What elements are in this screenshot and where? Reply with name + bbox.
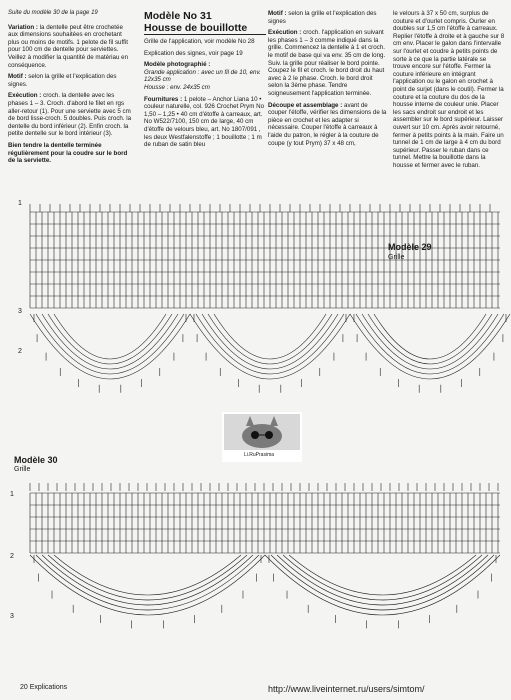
grande-app: Grande application : avec un fil de 10, env. 12x35 cm xyxy=(144,68,261,84)
chart-30-subtitle: Grille xyxy=(14,466,31,473)
execution-paragraph-31: Exécution : croch. l'application en suivant les phases 1 – 3 comme indiqué dans la grille. Commencez la dentelle à 1 et croch. le motif de base qui va env. 35 cm de long. Suiv. la grille pour réaliser le bord pointe. Coupez le fil et croch. le bord droit du haut avec à 2 le phase. Croch. le bord droit selon la 3ème phase. Tendre soigneusement l'application terminée. xyxy=(268,29,386,97)
text-column-3 xyxy=(268,10,388,151)
housse-size: Housse : env. 24x35 cm xyxy=(144,83,210,91)
source-url: http://www.liveinternet.ru/users/simtom/ xyxy=(268,684,425,694)
chart-29-title: Modèle 29 xyxy=(388,242,432,252)
chart-29-marker-1: 1 xyxy=(18,200,22,207)
chart-30-marker-2: 2 xyxy=(10,553,14,560)
page-number: 20 xyxy=(20,684,28,691)
text-column-2 xyxy=(144,10,266,153)
model-number: Modèle No 31 xyxy=(144,10,212,22)
decoupe-paragraph: Découpe et assemblage : avant de couper l'étoffe, vérifier les dimensions de la pièce en crochet et les adapter si nécessaire. Couper l'étoffe à carreaux à l'aide du patron, le régler à la couture de coupe (y tout Prym) 37 x 48 cm, xyxy=(268,101,387,147)
grille-ref: Grille de l'application, voir modèle No 28 xyxy=(144,38,255,45)
variation-paragraph: Variation : la dentelle peut être crochetée aux dimensions souhaitées en crochetant plus ou moins de motifs. 1 pelote de fil suffit pour 100 cm de dentelle pour serviettes. Veillez à modifier la quantité de matériau en conséquence. xyxy=(8,23,129,69)
chart-29-marker-3: 3 xyxy=(18,308,22,315)
continuation-note: Suite du modèle 30 de la page 19 xyxy=(8,10,98,16)
chart-30-marker-1: 1 xyxy=(10,491,14,498)
text-column-1 xyxy=(8,10,132,169)
fournitures-paragraph: Fournitures : 1 pelote – Anchor Liana 10 • couleur naturelle, col. 926 Crochet Prym No 1,50 – 1,25 • 40 cm d'étoffe à carreaux, art. No W522/7100, 150 cm de large, 40 cm d'étoffe de velours bleu, art. No 1807/091 , les deux Westfalenstoffe ; 1 bouillotte ; 1 m de ruban de satin bleu xyxy=(144,95,265,149)
bien-paragraph: Bien tendre la dentelle terminée régulièrement pour la coudre sur le bord de la serviette. xyxy=(8,141,128,165)
chart-modele-30 xyxy=(0,453,511,683)
chart-30-title: Modèle 30 xyxy=(14,455,58,465)
model-name: Housse de bouillotte xyxy=(144,22,266,35)
footer-section: Explications xyxy=(29,684,68,691)
chart-29-marker-2: 2 xyxy=(18,348,22,355)
assembly-paragraph: le velours à 37 x 50 cm, surplus de couture et d'ourlet compris. Ourler en doubles sur 1,5 cm l'étoffe à carreaux. Replier l'étoffe à droite et à gauche sur 8 cm env. Placer le galon dans l'intervalle sur l'ourlet et coudre à petits points de sorte à ce que la partie latérale se trouve encore sur l'étoffe. Fermer la couture inférieure en intégrant l'application ou le galon en crochet à point de surjet (dans le coutil). Fermer la couture et la couture du dos de la housse interne de couleur unie. Placer les sacs endroit sur endroit et les assembler sur le bord supérieur. Laisser ouvert sur 10 cm. Après avoir retourné, fermer à petits points à la main. Faire un tunnel de 1 cm de large à 4 cm du bord supérieur. Passer le ruban dans ce tunnel. Mettre la bouillotte dans la housse et fermer avec le ruban. xyxy=(393,10,505,169)
cat-caption: Li.RuPrasima xyxy=(244,452,275,458)
motif-paragraph: Motif : selon la grille et l'explication des signes. xyxy=(8,73,117,88)
photo-label: Modèle photographié : xyxy=(144,61,211,69)
crochet-grid-30 xyxy=(0,453,511,683)
chart-30-marker-3: 3 xyxy=(10,613,14,620)
page-footer xyxy=(20,684,67,691)
execution-paragraph: Exécution : croch. la dentelle avec les phases 1 – 3. Croch. d'abord le filet en rgs aller-retour (1). Pour une serviette avec 5 cm de bord lisse-croch. 5 doubles. Puis croch. la dentelle du bord inférieur (2). Enfin croch. la petite dentelle sur le bord intérieur (3). xyxy=(8,92,132,138)
chart-29-subtitle: Grille xyxy=(388,254,405,261)
motif-paragraph-31: Motif : selon la grille et l'explication des signes xyxy=(268,10,377,25)
text-column-4 xyxy=(393,10,505,173)
explication-ref: Explication des signes, voir page 19 xyxy=(144,49,243,57)
